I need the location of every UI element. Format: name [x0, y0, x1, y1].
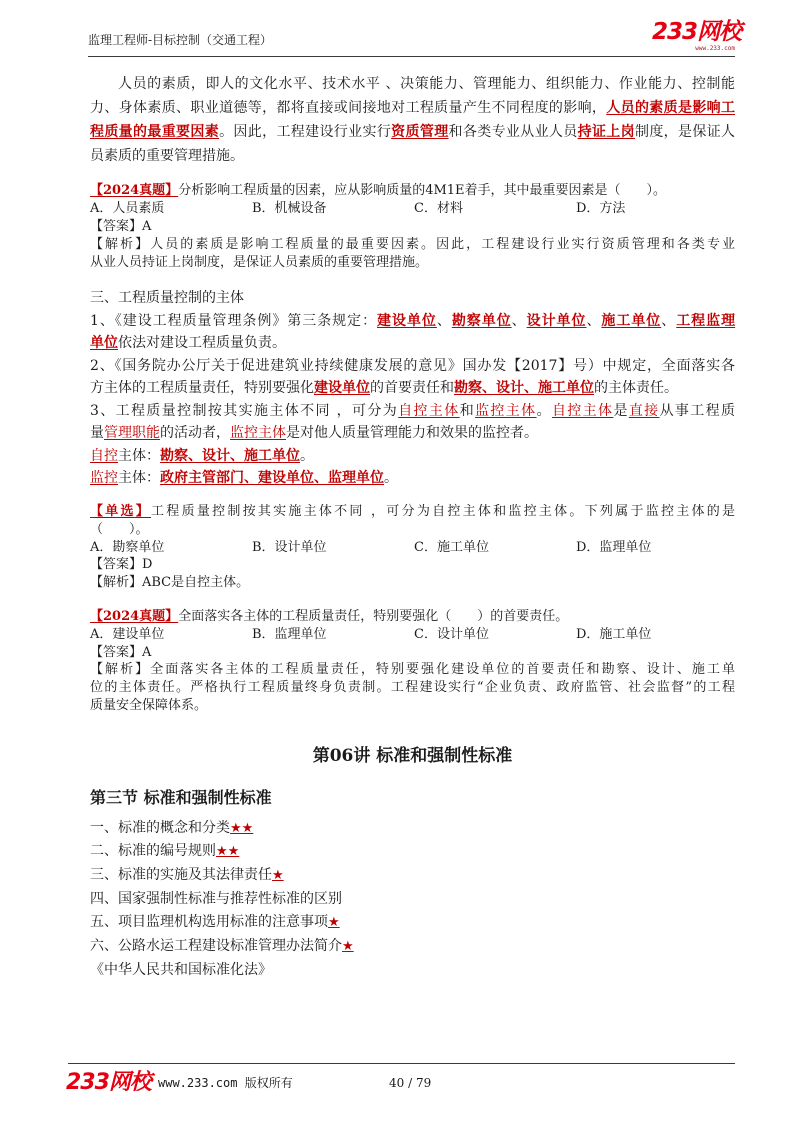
importance-stars: ★★ — [216, 844, 240, 860]
highlighted-text: 建设单位 — [314, 380, 370, 396]
paragraph — [90, 182, 735, 200]
outline-item-text: 二、标准的编号规则 — [90, 843, 216, 860]
text-line — [90, 355, 735, 378]
text-run: 质量安全保障体系。 — [90, 697, 208, 713]
footer-divider — [68, 1063, 735, 1064]
outline-item-text: 四、国家强制性标准与推荐性标准的区别 — [90, 891, 342, 908]
outline-item — [90, 817, 735, 841]
highlighted-text: 单位 — [90, 335, 118, 351]
paragraph — [90, 287, 735, 310]
importance-stars: ★★ — [230, 820, 254, 836]
intro-paragraph — [90, 72, 735, 168]
text-line — [90, 445, 735, 468]
text-run: 位的主体责任。严格执行工程质量终身负责制。工程建设实行“企业负责、政府监管、社会监督”的工程 — [90, 680, 735, 696]
text-run: 3、工程质量控制按其实施主体不同 ，可分为 — [90, 402, 399, 419]
outline-item — [90, 911, 735, 935]
text-run: 1、《建设工程质量管理条例》第三条规定： — [90, 312, 378, 329]
option-a: A．人员素质 — [90, 201, 165, 216]
text-run: 。 — [536, 402, 552, 419]
question-options — [90, 626, 735, 644]
outline-item — [90, 959, 735, 982]
text-run: 制度，是保证人 — [635, 124, 736, 140]
text-run: 。 — [300, 447, 314, 464]
highlighted-text: 自控主体 — [551, 402, 614, 419]
option-d: D．施工单位 — [576, 626, 652, 642]
outline-item-text: 六、公路水运工程建设标准管理办法简介 — [90, 937, 342, 954]
text-line — [90, 120, 735, 144]
brand-logo-site: www.233.com — [695, 45, 735, 52]
text-line — [90, 661, 735, 679]
text-line — [90, 310, 735, 333]
text-line — [90, 697, 735, 715]
highlighted-text: 政府主管部门、建设单位、监理单位 — [160, 470, 384, 486]
highlighted-text: 资质管理 — [391, 124, 449, 140]
quality-control-subjects-section — [90, 287, 735, 490]
text-run: （ ）。 — [90, 521, 149, 537]
brand-logo — [652, 19, 742, 56]
outline-item-text: 一、标准的概念和分类 — [90, 819, 230, 836]
importance-stars: ★ — [272, 868, 284, 884]
question-options — [90, 539, 735, 557]
text-run: 方主体的工程质量责任，特别要强化 — [90, 380, 314, 396]
highlighted-text: 施工单位 — [601, 312, 662, 329]
text-run: 主体： — [118, 447, 160, 464]
option-a: A．勘察单位 — [90, 539, 165, 555]
text-line — [90, 608, 735, 626]
text-line — [90, 574, 735, 592]
paragraph — [90, 608, 735, 626]
text-line — [90, 96, 735, 120]
footer-brand-logo: 233网校 — [66, 1070, 151, 1095]
highlighted-text: 勘察、设计、施工单位 — [454, 380, 594, 396]
highlighted-text: 直接 — [628, 402, 660, 419]
text-run: 从事工程质 — [659, 402, 736, 419]
highlighted-text: 设计单位 — [526, 312, 587, 329]
option-b: B．设计单位 — [252, 539, 327, 555]
option-c: C．施工单位 — [414, 539, 489, 555]
option-b: B．机械设备 — [252, 201, 327, 216]
paragraph — [90, 72, 735, 168]
question-stem — [90, 608, 735, 626]
option-c: C．设计单位 — [414, 626, 489, 642]
question-block-3 — [90, 608, 735, 715]
paragraph — [90, 503, 735, 539]
outline-item-text: 《中华人民共和国标准化法》 — [90, 961, 272, 978]
importance-stars: ★ — [342, 938, 354, 954]
text-line — [90, 422, 735, 445]
highlighted-text: 【单选】 — [90, 504, 152, 519]
text-line — [90, 679, 735, 697]
text-run: 三、工程质量控制的主体 — [90, 290, 244, 306]
text-line — [90, 400, 735, 423]
outline-item-text: 三、标准的实施及其法律责任 — [90, 867, 272, 884]
highlighted-text: 人员的素质是影响工 — [606, 100, 736, 116]
text-run: 量 — [90, 425, 104, 441]
text-run: 和各类专业从业人员 — [448, 124, 578, 140]
option-d: D．方法 — [576, 201, 626, 216]
text-run: 【解析】ABC是自控主体。 — [90, 575, 250, 591]
question-options — [90, 200, 735, 218]
text-run: 。 — [384, 470, 398, 486]
highlighted-text: 持证上岗 — [577, 124, 635, 140]
highlighted-text: 监控主体 — [475, 402, 537, 419]
option-a: A．建设单位 — [90, 626, 165, 642]
question-analysis — [90, 661, 735, 714]
outline-item — [90, 864, 735, 888]
question-answer: 【答案】A — [90, 219, 152, 234]
text-line — [90, 287, 735, 310]
text-run: 、 — [661, 312, 677, 329]
text-run: 和 — [459, 402, 476, 419]
section-title: 第三节 标准和强制性标准 — [90, 788, 272, 807]
question-analysis — [90, 574, 735, 592]
option-d: D．监理单位 — [576, 539, 652, 555]
text-line — [90, 236, 735, 254]
outline-list — [90, 817, 735, 982]
document-header-title: 监理工程师-目标控制（交通工程） — [88, 33, 273, 47]
question-block-1 — [90, 182, 735, 272]
footer-copyright: www.233.com 版权所有 — [158, 1076, 293, 1090]
paragraph — [90, 467, 735, 490]
highlighted-text: 勘察、设计、施工单位 — [160, 447, 300, 464]
question-answer: 【答案】A — [90, 644, 152, 660]
paragraph — [90, 236, 735, 272]
text-run: 是 — [613, 402, 629, 419]
highlighted-text: 【2024真题】 — [90, 183, 179, 198]
question-block-2 — [90, 503, 735, 592]
text-run: 人员的素质，即人的文化水平、技术水平 、决策能力、管理能力、组织能力、作业能力、控制能 — [118, 76, 735, 92]
text-line — [90, 521, 735, 539]
text-run: 的主体责任。 — [594, 380, 678, 396]
header-divider — [88, 56, 735, 57]
question-stem — [90, 182, 735, 200]
text-run: 、 — [511, 312, 527, 329]
text-run: 是对他人质量管理能力和效果的监控者。 — [286, 425, 538, 441]
highlighted-text: 建设单位 — [377, 312, 437, 329]
text-line — [90, 72, 735, 96]
text-run: 全面落实各主体的工程质量责任，特别要强化（ ）的首要责任。 — [178, 609, 569, 624]
text-run: 【解析】人员的素质是影响工程质量的最重要因素。因此，工程建设行业实行资质管理和各类专业 — [90, 237, 735, 252]
text-run: 员素质的重要管理措施。 — [90, 148, 244, 164]
option-b: B．监理单位 — [252, 626, 327, 642]
paragraph — [90, 445, 735, 468]
text-run: 力、身体素质、职业道德等，都将直接或间接地对工程质量产生不同程度的影响， — [90, 100, 607, 116]
text-run: 分析影响工程质量的因素，应从影响质量的4M1E着手，其中最重要因素是（ ）。 — [178, 183, 667, 198]
importance-stars: ★ — [328, 914, 340, 930]
text-line — [90, 377, 735, 400]
text-line — [90, 254, 735, 272]
paragraph — [90, 661, 735, 714]
text-run: 从业人员持证上岗制度，是保证人员素质的重要管理措施。 — [90, 255, 429, 270]
text-line — [90, 503, 735, 521]
outline-item-text: 五、项目监理机构选用标准的注意事项 — [90, 913, 328, 930]
highlighted-text: 管理职能 — [104, 425, 160, 441]
page-number: 40 / 79 — [389, 1076, 432, 1090]
text-run: 的活动者， — [160, 425, 230, 441]
question-answer: 【答案】D — [90, 557, 153, 573]
highlighted-text: 自控主体 — [398, 402, 460, 419]
text-line — [90, 182, 735, 200]
text-line — [90, 332, 735, 355]
question-stem — [90, 503, 735, 539]
text-line — [90, 144, 735, 168]
outline-item — [90, 840, 735, 864]
paragraph — [90, 355, 735, 400]
highlighted-text: 【2024真题】 — [90, 609, 179, 624]
outline-item — [90, 888, 735, 911]
brand-logo-text: 233网校 — [652, 19, 742, 45]
lecture-heading: 第06讲 标准和强制性标准 — [312, 746, 513, 766]
highlighted-text: 自控 — [90, 447, 118, 464]
text-run: 2、《国务院办公厅关于促进建筑业持续健康发展的意见》国办发【2017】号）中规定，全面落实各 — [90, 357, 735, 374]
text-run: 、 — [586, 312, 602, 329]
question-analysis — [90, 236, 735, 272]
paragraph — [90, 400, 735, 445]
text-run: 主体： — [118, 470, 160, 486]
text-run: 工程质量控制按其实施主体不同 ，可分为自控主体和监控主体。下列属于监控主体的是 — [151, 504, 735, 519]
highlighted-text: 勘察单位 — [451, 312, 512, 329]
text-line — [90, 467, 735, 490]
text-run: 依法对建设工程质量负责。 — [118, 335, 286, 351]
text-run: 【解析】全面落实各主体的工程质量责任，特别要强化建设单位的首要责任和勘察、设计、施工单 — [90, 662, 735, 678]
text-run: 、 — [436, 312, 452, 329]
paragraph — [90, 574, 735, 592]
highlighted-text: 程质量的最重要因素 — [90, 124, 220, 140]
outline-item — [90, 935, 735, 959]
highlighted-text: 监控 — [90, 470, 118, 486]
highlighted-text: 监控主体 — [230, 425, 286, 441]
text-run: 的首要责任和 — [370, 380, 454, 396]
text-run: 。因此，工程建设行业实行 — [219, 124, 392, 140]
paragraph — [90, 310, 735, 355]
highlighted-text: 工程监理 — [676, 312, 736, 329]
option-c: C．材料 — [414, 201, 463, 216]
